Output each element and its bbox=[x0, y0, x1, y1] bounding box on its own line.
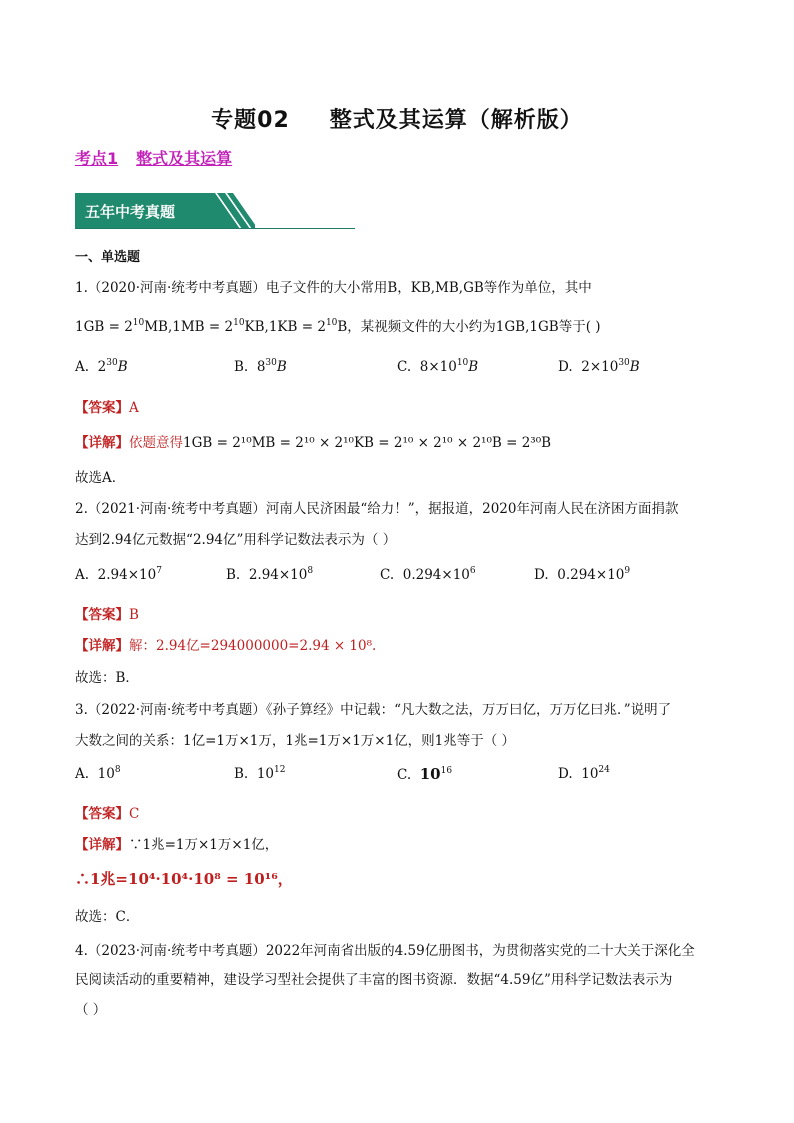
q3-option-d: D. $10^{24}$ bbox=[558, 765, 610, 782]
q1-answer: 【答案】A bbox=[75, 400, 139, 416]
title-number: 专题02 bbox=[211, 108, 290, 133]
q4-line2: 民阅读活动的重要精神，建设学习型社会提供了丰富的图书资源．数据“4.59亿”用科学记数法表示为 bbox=[75, 972, 673, 988]
q2-option-c: C. $0.294\times 10^6$ bbox=[380, 566, 476, 583]
q1-line2: $1GB = 2^{10}MB,1MB = 2^{10}KB,1KB = 2^{10}B$，某视频文件的大小约为1GB,1GB等于( ) bbox=[75, 318, 601, 335]
q3-final: 故选：C． bbox=[75, 909, 140, 925]
q2-line1: 2.（2021·河南·统考中考真题）河南人民济困最“给力！”，据报道，2020年河南人民在济困方面捐款 bbox=[75, 501, 679, 517]
q3-option-b: B. $10^{12}$ bbox=[234, 765, 286, 782]
q3-option-c: C. $10^{16}$ bbox=[397, 765, 453, 783]
q4-line3: （ ） bbox=[75, 1002, 107, 1018]
q1-option-c: C. $8\times 10^{10}B$ bbox=[397, 358, 479, 375]
q1-option-a: A. $2^{30}B$ bbox=[75, 358, 128, 375]
banner-underline bbox=[75, 228, 355, 229]
q3-answer: 【答案】C bbox=[75, 806, 140, 822]
q1-line1: 1.（2020·河南·统考中考真题）电子文件的大小常用B，KB,MB,GB等作为单位，其中 bbox=[75, 280, 592, 296]
kaodian-text: 整式及其运算 bbox=[136, 149, 233, 168]
q1-detail: 【详解】依题意得1GB = 2¹⁰MB = 2¹⁰ × 2¹⁰KB = 2¹⁰ × 2¹⁰ × 2¹⁰B = 2³⁰B bbox=[75, 435, 552, 451]
q3-line1: 3.（2022·河南·统考中考真题）《孙子算经》中记载：“凡大数之法，万万曰亿，万万亿曰兆．”说明了 bbox=[75, 702, 672, 718]
page-title bbox=[0, 103, 794, 134]
q4-line1: 4.（2023·河南·统考中考真题）2022年河南省出版的4.59亿册图书，为贯彻落实党的二十大关于深化全 bbox=[75, 943, 695, 959]
q3-detail: 【详解】∵1兆=1万×1万×1亿， bbox=[75, 837, 279, 853]
q1-final: 故选A． bbox=[75, 470, 126, 486]
q2-option-d: D. $0.294\times 10^9$ bbox=[534, 566, 631, 583]
q2-final: 故选：B． bbox=[75, 670, 139, 686]
q1-option-d: D. $2\times 10^{30}B$ bbox=[558, 358, 640, 375]
q2-line2: 达到2.94亿元数据“2.94亿”用科学记数法表示为（ ） bbox=[75, 532, 397, 548]
title-text: 整式及其运算（解析版） bbox=[329, 108, 583, 133]
q2-option-a: A. $2.94\times 10^7$ bbox=[75, 566, 162, 583]
q1-option-b: B. $8^{30}B$ bbox=[234, 358, 287, 375]
banner-title: 五年中考真题 bbox=[85, 203, 176, 221]
q3-line2: 大数之间的关系：1亿=1万×1万，1兆=1万×1万×1亿，则1兆等于（ ） bbox=[75, 733, 516, 749]
q3-option-a: A. $10^8$ bbox=[75, 765, 121, 782]
kaodian-label: 考点1 bbox=[75, 149, 119, 168]
q2-detail: 【详解】解：2.94亿=294000000=2.94 × 10⁸. bbox=[75, 638, 377, 654]
kaodian-heading bbox=[75, 146, 232, 169]
q2-option-b: B. $2.94\times 10^8$ bbox=[226, 566, 314, 583]
q3-detail-step: ∴1兆=10⁴·10⁴·10⁸ = 10¹⁶， bbox=[75, 870, 293, 888]
section-heading: 一、单选题 bbox=[75, 250, 141, 265]
q2-answer: 【答案】B bbox=[75, 607, 139, 623]
